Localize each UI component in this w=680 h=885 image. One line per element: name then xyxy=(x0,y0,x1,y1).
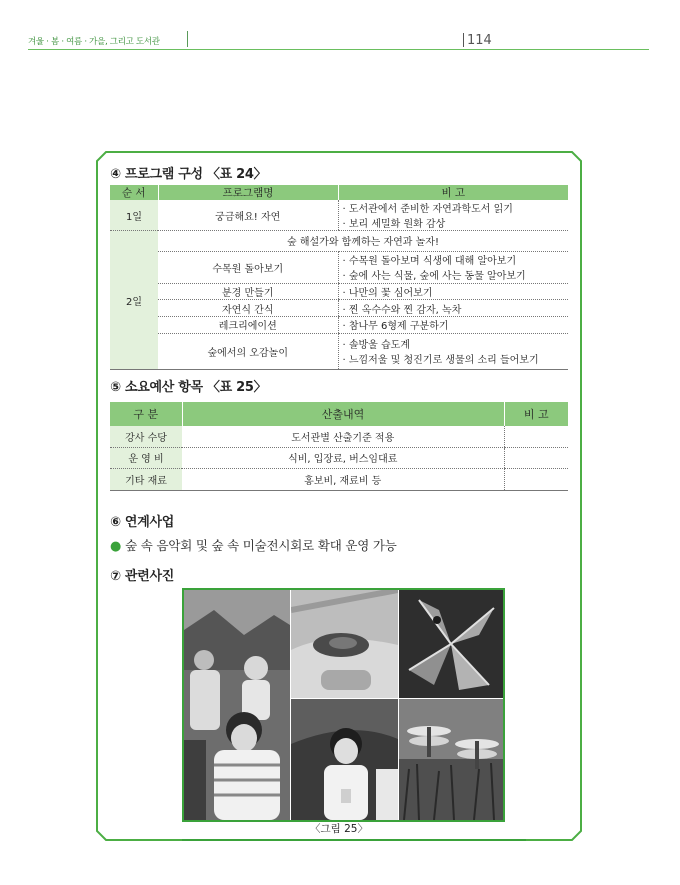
related-project-text: 숲 속 음악회 및 숲 속 미술전시회로 확대 운영 가능 xyxy=(125,538,397,553)
table-row xyxy=(110,251,568,283)
section4-title: ④ 프로그램 구성 〈표 24〉 xyxy=(110,167,267,182)
note-line: · 도서관에서 준비한 자연과학도서 읽기 xyxy=(342,204,513,215)
photo-children-forest xyxy=(184,590,290,820)
note-line: · 보리 세밀화 원화 감상 xyxy=(342,219,446,230)
program-notes: · 나만의 꽃 심어보기 xyxy=(338,283,568,300)
program-notes xyxy=(338,333,568,369)
program-notes xyxy=(338,251,568,283)
table-row xyxy=(110,447,568,469)
col-program: 프로그램명 xyxy=(158,185,338,200)
photo-dragonflies xyxy=(399,699,503,820)
program-name: 자연식 간식 xyxy=(158,300,338,317)
note-line: · 수목원 돌아보며 식생에 대해 알아보기 xyxy=(342,256,517,268)
note-line: · 숲에 사는 식물, 숲에 사는 동물 알아보기 xyxy=(342,271,526,283)
program-notes: · 찐 옥수수와 찐 감자, 녹차 xyxy=(338,300,568,317)
page-number: 114 xyxy=(467,33,492,48)
figure-caption: 〈그림 25〉 xyxy=(310,823,368,835)
table-row xyxy=(110,200,568,231)
photo-girl-activity xyxy=(291,699,398,820)
photo-insect-hand xyxy=(291,590,398,698)
day-banner: 숲 해설가와 함께하는 자연과 놀자! xyxy=(158,231,568,252)
budget-detail: 도서관별 산출기준 적용 xyxy=(182,426,504,447)
content-card xyxy=(96,151,582,841)
program-name: 분경 만들기 xyxy=(158,283,338,300)
program-table xyxy=(110,185,568,370)
table-row xyxy=(110,317,568,334)
photo-collage xyxy=(182,588,505,822)
budget-detail: 홍보비, 재료비 등 xyxy=(182,469,504,491)
budget-category: 강사 수당 xyxy=(110,426,182,447)
col-category: 구 분 xyxy=(110,402,182,426)
section7-title: ⑦ 관련사진 xyxy=(110,569,174,584)
header-rule xyxy=(28,49,649,50)
table-row xyxy=(110,283,568,300)
note-line: · 느낌저울 및 청진기로 생물의 소리 들어보기 xyxy=(342,355,539,367)
budget-category: 기타 재료 xyxy=(110,469,182,491)
col-order: 순 서 xyxy=(110,185,158,200)
program-name: 수목원 돌아보기 xyxy=(158,251,338,283)
caption-rule xyxy=(182,839,526,841)
budget-table xyxy=(110,402,568,491)
table-row xyxy=(110,231,568,252)
day-label: 1일 xyxy=(110,200,158,231)
section5-title: ⑤ 소요예산 항목 〈표 25〉 xyxy=(110,380,267,395)
table-row xyxy=(110,300,568,317)
related-project-line xyxy=(110,536,397,554)
program-name: 레크리에이션 xyxy=(158,317,338,334)
running-title: 겨울 · 봄 · 여름 · 가을, 그리고 도서관 xyxy=(28,37,160,47)
program-notes xyxy=(338,200,568,231)
table-row xyxy=(110,469,568,491)
section6-title: ⑥ 연계사업 xyxy=(110,515,174,530)
bullet-dot-icon: ● xyxy=(110,539,122,554)
budget-note xyxy=(504,469,568,491)
col-notes: 비 고 xyxy=(338,185,568,200)
page-number-bar xyxy=(463,33,464,47)
program-name: 궁금해요! 자연 xyxy=(158,200,338,231)
photo-leaves-ladybug xyxy=(399,590,503,698)
budget-detail: 식비, 입장료, 버스임대료 xyxy=(182,447,504,469)
col-detail: 산출내역 xyxy=(182,402,504,426)
program-notes: · 참나무 6형제 구분하기 xyxy=(338,317,568,334)
budget-note xyxy=(504,447,568,469)
program-name: 숲에서의 오감놀이 xyxy=(207,347,288,359)
budget-note xyxy=(504,426,568,447)
note-line: · 솔방울 습도계 xyxy=(342,340,410,352)
budget-category: 운 영 비 xyxy=(110,447,182,469)
table-row xyxy=(110,333,568,369)
table-row xyxy=(110,426,568,447)
col-note: 비 고 xyxy=(504,402,568,426)
header-divider xyxy=(187,31,188,47)
day-label: 2일 xyxy=(110,231,158,370)
